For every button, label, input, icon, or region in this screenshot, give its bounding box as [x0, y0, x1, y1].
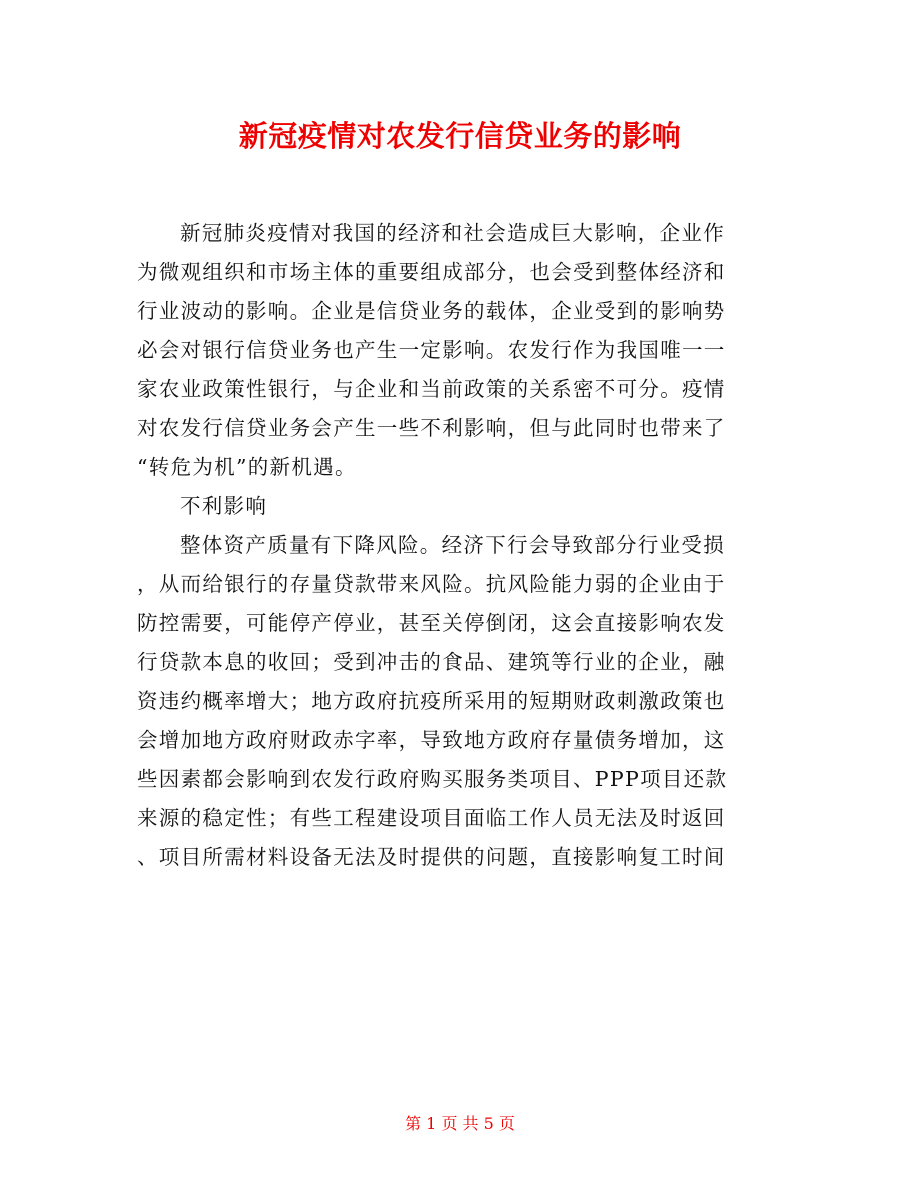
text-line: 必会对银行信贷业务也产生一定影响。农发行作为我国唯一一	[137, 338, 726, 362]
text-line: 新冠肺炎疫情对我国的经济和社会造成巨大影响，企业作	[180, 221, 725, 245]
text-line: 来源的稳定性；有些工程建设项目面临工作人员无法及时返回	[137, 806, 726, 830]
text-line: 行贷款本息的收回；受到冲击的食品、建筑等行业的企业，融	[137, 650, 726, 674]
paragraph-heading	[137, 487, 787, 526]
document-body	[137, 214, 787, 877]
section-heading: 不利影响	[180, 494, 268, 518]
document-title: 新冠疫情对农发行信贷业务的影响	[238, 119, 682, 153]
paragraph-risk	[137, 526, 787, 877]
text-line: 家农业政策性银行，与企业和当前政策的关系密不可分。疫情	[137, 377, 726, 401]
page-number-footer: 第 1 页 共 5 页	[405, 1114, 515, 1133]
text-line: 些因素都会影响到农发行政府购买服务类项目、PPP项目还款	[137, 767, 728, 791]
text-line: 对农发行信贷业务会产生一些不利影响，但与此同时也带来了	[137, 416, 726, 440]
text-line: 会增加地方政府财政赤字率，导致地方政府存量债务增加，这	[137, 728, 726, 752]
text-line: 整体资产质量有下降风险。经济下行会导致部分行业受损	[180, 533, 725, 557]
text-line: 、项目所需材料设备无法及时提供的问题，直接影响复工时间	[137, 845, 726, 869]
text-line: ，从而给银行的存量贷款带来风险。抗风险能力弱的企业由于	[137, 572, 726, 596]
text-line: 资违约概率增大；地方政府抗疫所采用的短期财政刺激政策也	[137, 689, 726, 713]
text-line: 行业波动的影响。企业是信贷业务的载体，企业受到的影响势	[137, 299, 726, 323]
text-line: 为微观组织和市场主体的重要组成部分，也会受到整体经济和	[137, 260, 726, 284]
text-line: “转危为机”的新机遇。	[137, 455, 357, 479]
paragraph-intro	[137, 214, 787, 487]
text-line: 防控需要，可能停产停业，甚至关停倒闭，这会直接影响农发	[137, 611, 726, 635]
